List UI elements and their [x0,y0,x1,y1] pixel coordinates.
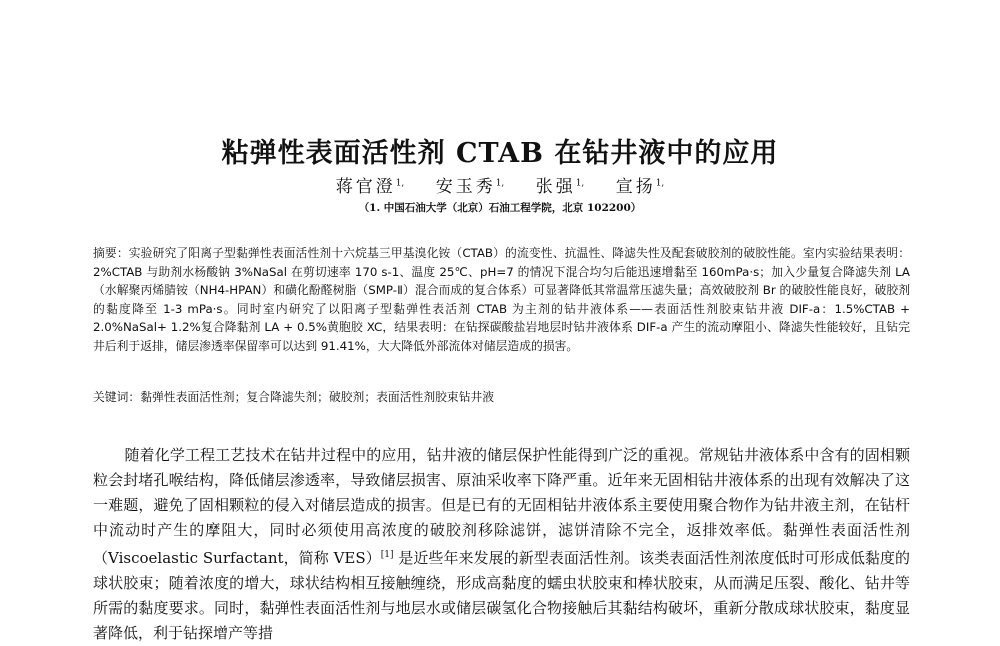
author-list [0,172,1000,197]
abstract: 摘要：实验研究了阳离子型黏弹性表面活性剂十六烷基三甲基溴化铵（CTAB）的流变性、抗温性、降滤失性及配套破胶剂的破胶性能。室内实验结果表明：2%CTAB 与助剂水杨酸钠 3%NaSal 在剪切速率 170 s-1、温度 25℃、pH=7 的情况下混合均匀后能迅速增黏至 160mPa·s；加入少量复合降滤失剂 LA（水解聚丙烯腈铵（NH4-HPAN）和磺化酚醛树脂（SMP-Ⅱ）混合而成的复合体系）可显著降低其常温常压滤失量；高效破胶剂 Br 的破胶性能良好，破胶剂的黏度降至 1-3 mPa·s。同时室内研究了以阳离子型黏弹性表活剂 CTAB 为主剂的钻井液体系——表面活性剂胶束钻井液 DIF-a：1.5%CTAB + 2.0%NaSal+ 1.2%复合降黏剂 LA + 0.5%黄胞胶 XC，结果表明：在钻探碳酸盐岩地层时钻井液体系 DIF-a 产生的流动摩阻小、降滤失性能较好，且钻完井后利于返排，储层渗透率保留率可以达到 91.41%，大大降低外部流体对储层造成的损害。 [93,246,910,353]
author-affil-mark: 1, [655,178,665,189]
author-name: 张强 [535,177,576,197]
affiliation: （1. 中国石油大学（北京）石油工程学院，北京 102200） [358,202,642,214]
citation-ref: [1] [380,550,394,560]
body-text-part-2: 是近些年来发展的新型表面活性剂。该类表面活性剂浓度低时可形成低黏度的球状胶束；随着浓度的增大，球状结构相互接触缠绕，形成高黏度的蠕虫状胶束和棒状胶束，从而满足压裂、酸化、钻井等所需的黏度要求。同时，黏弹性表面活性剂与地层水或储层碳氢化合物接触后其黏结构破坏，重新分散成球状胶束，黏度显著降低，利于钻探增产等措 [93,549,910,642]
body-text-part-1: 随着化学工程工艺技术在钻井过程中的应用，钻井液的储层保护性能得到广泛的重视。常规钻井液体系中含有的固相颗粒会封堵孔喉结构，降低储层渗透率，导致储层损害、原油采收率下降严重。近年来无固相钻井液体系的出现有效解决了这一难题，避免了固相颗粒的侵入对储层造成的损害。但是已有的无固相钻井液体系主要使用聚合物作为钻井液主剂，在钻杆中流动时产生的摩阻大，同时必须使用高浓度的破胶剂移除滤饼，滤饼清除不完全，返排效率低。黏弹性表面活性剂（Viscoelastic Surfactant，简称 VES） [93,446,910,567]
author-affil-mark: 1, [495,178,505,189]
author-3 [536,172,585,197]
author-1 [336,172,405,197]
body-paragraph [93,443,910,646]
keywords: 关键词：黏弹性表面活性剂；复合降滤失剂；破胶剂；表面活性剂胶束钻井液 [93,390,495,404]
author-name: 蒋官澄 [335,177,396,197]
author-affil-mark: 1, [575,178,585,189]
author-name: 宣扬 [615,177,656,197]
author-affil-mark: 1, [395,178,405,189]
author-4 [616,172,665,197]
author-name: 安玉秀 [435,177,496,197]
author-2 [436,172,505,197]
paper-title: 粘弹性表面活性剂 CTAB 在钻井液中的应用 [221,138,779,170]
